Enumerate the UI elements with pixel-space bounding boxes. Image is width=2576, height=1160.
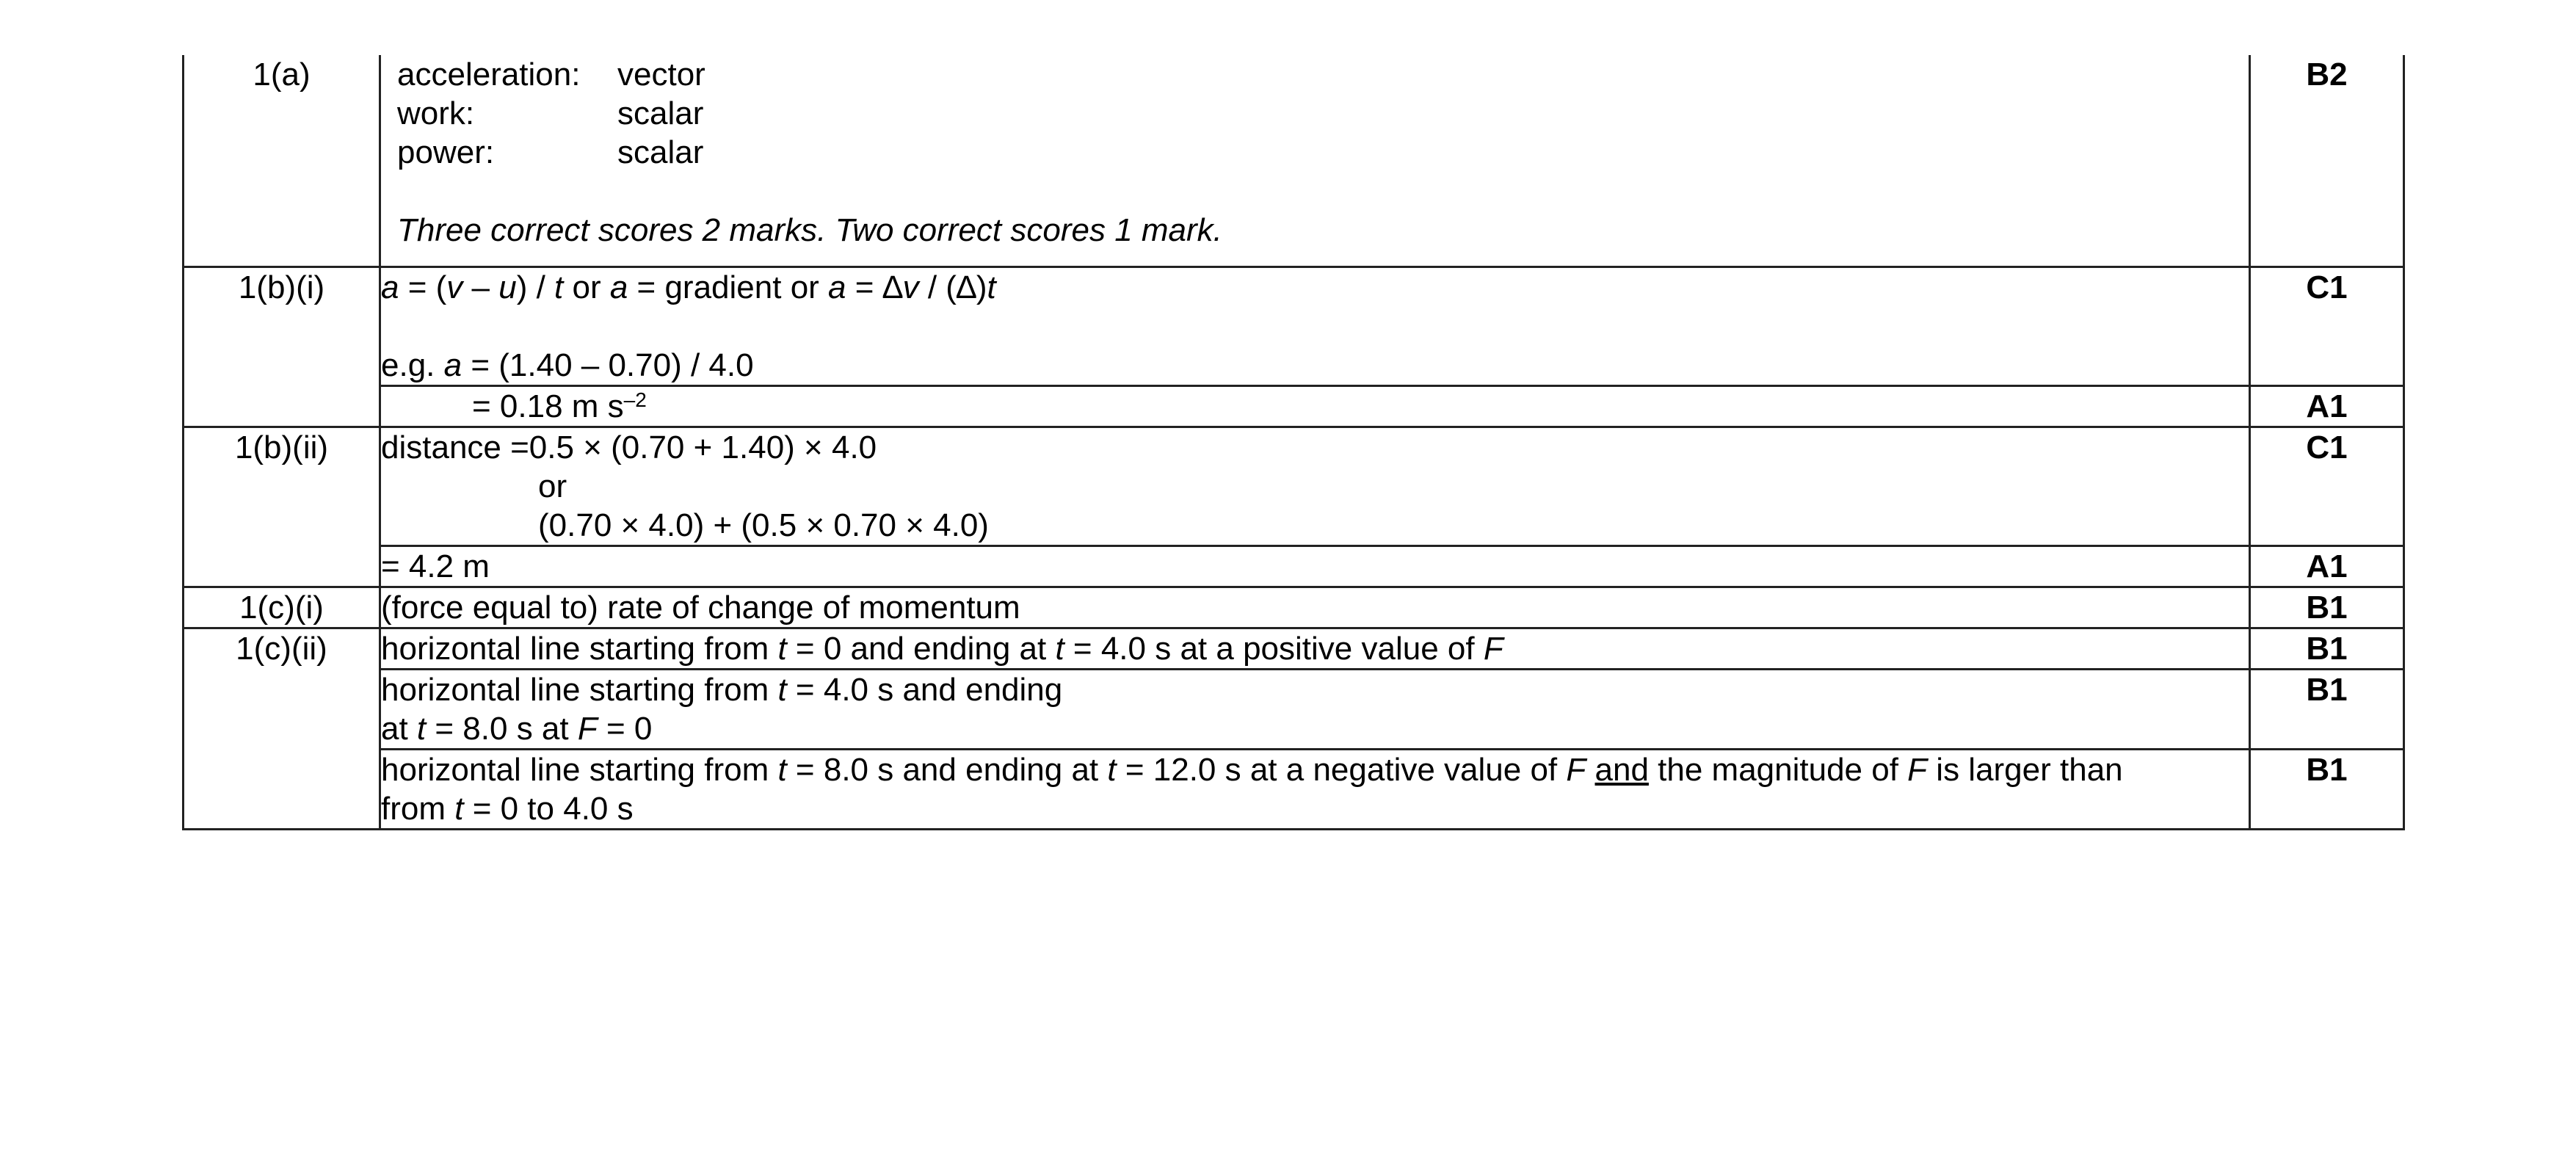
answer-line: horizontal line starting from t = 8.0 s and ending at t = 12.0 s at a negative value of F and the magnitude of F is larger than [381, 752, 2123, 788]
table-row [184, 55, 2404, 267]
answer-cell: = 4.2 m [380, 546, 2250, 587]
answer-cell [380, 750, 2250, 830]
answer-cell [380, 670, 2250, 750]
answer-line: distance =0.5 × (0.70 + 1.40) × 4.0 [381, 429, 877, 465]
table-row [184, 587, 2404, 628]
marks-cell: C1 [2250, 427, 2404, 546]
question-number: 1(a) [184, 55, 380, 267]
answer-cell [380, 386, 2250, 427]
guidance-note: Three correct scores 2 marks. Two correct scores 1 mark. [397, 212, 1222, 248]
answer-line: = 0.18 m $s^{-2}$ [472, 388, 647, 424]
answer-cell [380, 55, 2250, 267]
answer-cell [380, 628, 2250, 670]
marks-cell: A1 [2250, 546, 2404, 587]
table-row [184, 386, 2404, 427]
marks-cell: B1 [2250, 628, 2404, 670]
question-number: 1(c)(i) [184, 587, 380, 628]
marks-cell: B1 [2250, 587, 2404, 628]
table-row [184, 267, 2404, 386]
table-row [184, 628, 2404, 670]
answer-cell: (force equal to) rate of change of momentum [380, 587, 2250, 628]
answer-cell [380, 267, 2250, 386]
answer-line: power: scalar [397, 134, 704, 170]
answer-line: e.g. a = (1.40 – 0.70) / 4.0 [381, 347, 754, 383]
answer-line: acceleration: vector [397, 57, 705, 93]
table-row [184, 750, 2404, 830]
question-number: 1(c)(ii) [184, 628, 380, 830]
answer-line: or [538, 468, 567, 504]
mark-scheme-table [182, 55, 2405, 830]
marks-cell: B1 [2250, 750, 2404, 830]
marks-cell: A1 [2250, 386, 2404, 427]
marks-cell: C1 [2250, 267, 2404, 386]
answer-line: work: scalar [397, 95, 704, 131]
answer-line: from t = 0 to 4.0 s [381, 791, 634, 827]
table-row [184, 546, 2404, 587]
answer-line: (0.70 × 4.0) + (0.5 × 0.70 × 4.0) [538, 507, 989, 543]
answer-line: horizontal line starting from t = 4.0 s and ending [381, 672, 1063, 708]
answer-cell [380, 427, 2250, 546]
marks-cell: B2 [2250, 55, 2404, 267]
marks-cell: B1 [2250, 670, 2404, 750]
question-number: 1(b)(i) [184, 267, 380, 427]
answer-line: at t = 8.0 s at F = 0 [381, 711, 653, 747]
answer-line: a = (v – u) / t or a = gradient or a = ∆v / (∆)t [381, 269, 996, 305]
table-row [184, 427, 2404, 546]
question-number: 1(b)(ii) [184, 427, 380, 587]
answer-line: horizontal line starting from t = 0 and ending at t = 4.0 s at a positive value of F [381, 631, 1503, 667]
table-row [184, 670, 2404, 750]
